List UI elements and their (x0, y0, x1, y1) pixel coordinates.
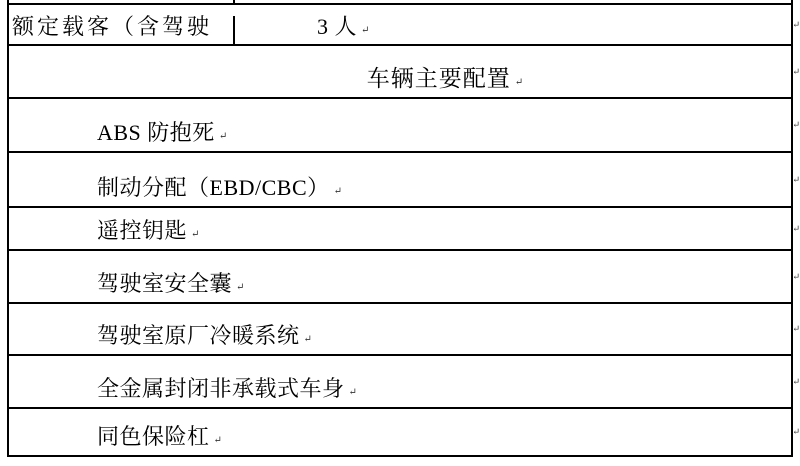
row-end-mark-icon: ↵ (792, 174, 800, 184)
seating-label: 额定载客（含驾驶 (12, 14, 213, 39)
table-row-feature-hvac (9, 302, 800, 354)
feature-label: 同色保险杠 (97, 424, 210, 449)
row-end-mark-icon: ↵ (792, 66, 800, 76)
table-row-feature-airbag (9, 249, 800, 302)
row-end-mark-icon: ↵ (792, 323, 800, 334)
feature-label: 遥控钥匙 (97, 218, 188, 243)
paragraph-mark-icon: ↵ (191, 229, 200, 240)
paragraph-mark-icon: ↵ (213, 435, 222, 446)
paragraph-mark-icon: ↵ (333, 186, 343, 197)
section-title: 车辆主要配置 (366, 66, 511, 91)
paragraph-mark-icon: ↵ (361, 25, 370, 36)
paragraph-mark-icon: ↵ (514, 77, 524, 88)
table-row-section-title (9, 44, 800, 97)
table-row-feature-remote-key (9, 206, 800, 249)
row-end-mark-icon: ↵ (792, 426, 800, 437)
vehicle-spec-table (7, 0, 800, 457)
feature-label: 驾驶室原厂冷暖系统 (97, 323, 300, 348)
paragraph-mark-icon: ↵ (348, 387, 357, 398)
table-row-feature-body (9, 354, 800, 407)
row-end-mark-icon: ↵ (792, 119, 800, 130)
feature-label: 全金属封闭非承载式车身 (97, 376, 345, 401)
paragraph-mark-icon: ↵ (236, 282, 245, 293)
table-row-feature-bumper (9, 407, 800, 457)
seating-value: 3 人 (317, 14, 358, 39)
row-end-mark-icon: ↵ (792, 376, 800, 386)
feature-label: ABS 防抱死 (97, 120, 215, 145)
row-end-mark-icon: ↵ (792, 223, 800, 233)
row-end-mark-icon: ↵ (792, 19, 800, 29)
seating-label-cell (9, 16, 235, 44)
paragraph-mark-icon: ↵ (218, 131, 228, 142)
row-end-mark-icon: ↵ (792, 271, 800, 281)
table-row-seating-capacity (9, 3, 800, 44)
paragraph-mark-icon: ↵ (303, 334, 312, 345)
seating-value-cell (235, 16, 791, 44)
table-row-feature-ebd (9, 151, 800, 206)
table-row-feature-abs (9, 97, 800, 151)
feature-label: 制动分配（EBD/CBC） (97, 175, 330, 200)
feature-label: 驾驶室安全囊 (97, 271, 233, 296)
